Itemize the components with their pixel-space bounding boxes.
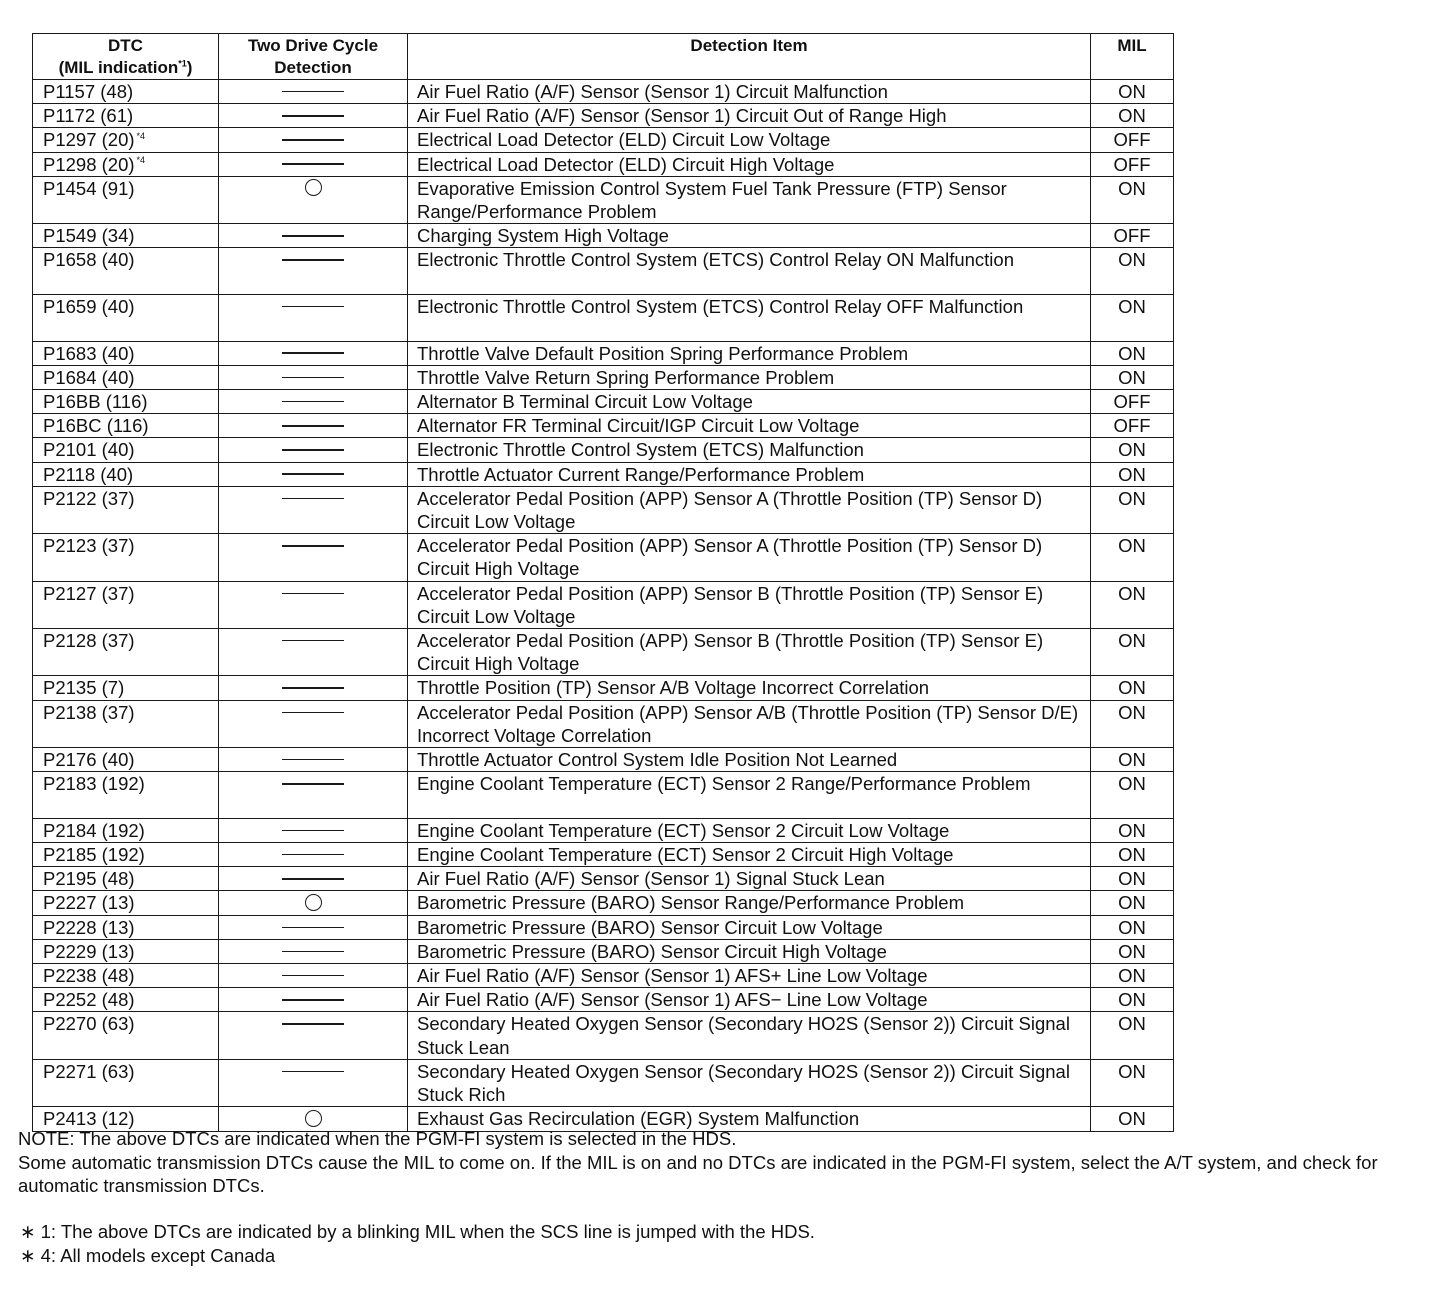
header-two-drive-line1: Two Drive Cycle (247, 36, 379, 55)
dtc-footnote-mark: *4 (136, 131, 146, 142)
detection-item: Air Fuel Ratio (A/F) Sensor (Sensor 1) AFS+ Line Low Voltage (408, 964, 1091, 988)
header-dtc-mil-label: (MIL indication (58, 58, 179, 77)
mil-status: ON (1091, 462, 1174, 486)
detection-item: Throttle Actuator Control System Idle Position Not Learned (408, 748, 1091, 772)
table-row (33, 365, 1174, 389)
detection-item: Accelerator Pedal Position (APP) Sensor A (Throttle Position (TP) Sensor D) Circuit High Voltage (408, 534, 1091, 581)
dash-icon (282, 425, 344, 427)
mil-status: ON (1091, 939, 1174, 963)
footnote-1: ∗ 1: The above DTCs are indicated by a blinking MIL when the SCS line is jumped with the HDS. (20, 1221, 815, 1242)
dtc-code (33, 104, 219, 128)
two-drive-cycle-cell (219, 748, 408, 772)
dash-icon (282, 91, 344, 93)
detection-item: Air Fuel Ratio (A/F) Sensor (Sensor 1) AFS− Line Low Voltage (408, 988, 1091, 1012)
table-row (33, 414, 1174, 438)
dtc-code-text: P2128 (37) (43, 630, 135, 652)
table-row (33, 462, 1174, 486)
table-row (33, 988, 1174, 1012)
detection-item: Throttle Actuator Current Range/Performance Problem (408, 462, 1091, 486)
two-drive-cycle-cell (219, 414, 408, 438)
table-header-row (33, 34, 1174, 80)
dash-icon (282, 999, 344, 1001)
dtc-code-text: P2271 (63) (43, 1060, 135, 1082)
two-drive-cycle-cell (219, 867, 408, 891)
detection-item: Barometric Pressure (BARO) Sensor Circuit Low Voltage (408, 915, 1091, 939)
mil-status: ON (1091, 843, 1174, 867)
two-drive-cycle-cell (219, 341, 408, 365)
note-line-1: NOTE: The above DTCs are indicated when the PGM-FI system is selected in the HDS. (18, 1128, 737, 1149)
dtc-code (33, 748, 219, 772)
dash-icon (282, 975, 344, 977)
two-drive-cycle-cell (219, 818, 408, 842)
dash-icon (282, 473, 344, 475)
two-drive-cycle-cell (219, 486, 408, 533)
dtc-code-text: P2195 (48) (43, 868, 135, 890)
table-row (33, 700, 1174, 747)
dtc-code-text: P1549 (34) (43, 225, 135, 247)
dash-icon (282, 235, 344, 237)
mil-status: ON (1091, 891, 1174, 915)
mil-status: ON (1091, 486, 1174, 533)
table-row (33, 486, 1174, 533)
two-drive-cycle-cell (219, 152, 408, 176)
mil-status: ON (1091, 534, 1174, 581)
detection-item: Alternator FR Terminal Circuit/IGP Circuit Low Voltage (408, 414, 1091, 438)
mil-status: ON (1091, 700, 1174, 747)
table-row (33, 341, 1174, 365)
dtc-code (33, 224, 219, 248)
dash-icon (282, 352, 344, 354)
detection-item: Accelerator Pedal Position (APP) Sensor B (Throttle Position (TP) Sensor E) Circuit High Voltage (408, 629, 1091, 676)
mil-status: ON (1091, 915, 1174, 939)
mil-status: ON (1091, 1107, 1174, 1131)
dtc-code (33, 988, 219, 1012)
dash-icon (282, 783, 344, 785)
dtc-code (33, 581, 219, 628)
table-row (33, 581, 1174, 628)
dash-icon (282, 712, 344, 714)
two-drive-cycle-cell (219, 964, 408, 988)
dash-icon (282, 259, 344, 261)
two-drive-cycle-cell (219, 988, 408, 1012)
dash-icon (282, 759, 344, 761)
two-drive-cycle-cell (219, 104, 408, 128)
mil-status: ON (1091, 365, 1174, 389)
header-two-drive-cycle (219, 34, 408, 80)
table-row (33, 104, 1174, 128)
detection-item: Barometric Pressure (BARO) Sensor Circuit High Voltage (408, 939, 1091, 963)
table-row (33, 891, 1174, 915)
dtc-code (33, 964, 219, 988)
table-row (33, 915, 1174, 939)
dtc-code-text: P1659 (40) (43, 296, 135, 318)
dash-icon (282, 830, 344, 832)
two-drive-cycle-cell (219, 891, 408, 915)
two-drive-cycle-cell (219, 80, 408, 104)
two-drive-cycle-cell (219, 772, 408, 819)
two-drive-cycle-cell (219, 915, 408, 939)
detection-item: Charging System High Voltage (408, 224, 1091, 248)
dtc-code-text: P2122 (37) (43, 487, 135, 509)
dtc-code-text: P2227 (13) (43, 892, 135, 914)
dtc-code-text: P1658 (40) (43, 249, 135, 271)
mil-status: ON (1091, 988, 1174, 1012)
dtc-code (33, 295, 219, 342)
dash-icon (282, 1023, 344, 1025)
header-dtc-footnote: *1 (178, 58, 187, 69)
table-row (33, 390, 1174, 414)
table-row (33, 1012, 1174, 1059)
dtc-code-text: P16BC (116) (43, 415, 149, 437)
table-row (33, 676, 1174, 700)
detection-item: Exhaust Gas Recirculation (EGR) System Malfunction (408, 1107, 1091, 1131)
detection-item: Accelerator Pedal Position (APP) Sensor A (Throttle Position (TP) Sensor D) Circuit Low Voltage (408, 486, 1091, 533)
two-drive-cycle-cell (219, 1012, 408, 1059)
dtc-code-text: P1684 (40) (43, 366, 135, 388)
header-dtc (33, 34, 219, 80)
mil-status: OFF (1091, 128, 1174, 152)
detection-item: Alternator B Terminal Circuit Low Voltage (408, 390, 1091, 414)
mil-status: OFF (1091, 152, 1174, 176)
mil-status: OFF (1091, 224, 1174, 248)
table-row (33, 772, 1174, 819)
dtc-code (33, 676, 219, 700)
mil-status: ON (1091, 295, 1174, 342)
dtc-code (33, 818, 219, 842)
two-drive-cycle-cell (219, 365, 408, 389)
dtc-footnote-mark: *4 (136, 155, 146, 166)
two-drive-cycle-cell (219, 534, 408, 581)
dtc-code-text: P1298 (20) (43, 153, 135, 175)
dtc-table-body (33, 80, 1174, 1132)
dtc-code (33, 867, 219, 891)
dtc-code (33, 534, 219, 581)
dtc-code-text: P2183 (192) (43, 773, 145, 795)
two-drive-cycle-cell (219, 939, 408, 963)
table-row (33, 224, 1174, 248)
detection-item: Barometric Pressure (BARO) Sensor Range/Performance Problem (408, 891, 1091, 915)
mil-status: ON (1091, 676, 1174, 700)
dtc-code (33, 438, 219, 462)
table-row (33, 128, 1174, 152)
dtc-code (33, 843, 219, 867)
header-dtc-label: DTC (108, 36, 143, 55)
table-row (33, 939, 1174, 963)
header-detection-item: Detection Item (408, 34, 1091, 80)
table-row (33, 867, 1174, 891)
two-drive-cycle-cell (219, 1059, 408, 1106)
dtc-code (33, 915, 219, 939)
dtc-code (33, 176, 219, 223)
table-row (33, 843, 1174, 867)
mil-status: ON (1091, 341, 1174, 365)
dtc-code (33, 486, 219, 533)
dtc-code (33, 891, 219, 915)
detection-item: Electronic Throttle Control System (ETCS) Control Relay ON Malfunction (408, 248, 1091, 295)
dtc-code-text: P1297 (20) (43, 129, 135, 151)
detection-item: Throttle Position (TP) Sensor A/B Voltage Incorrect Correlation (408, 676, 1091, 700)
dtc-code-text: P2252 (48) (43, 989, 135, 1011)
detection-item: Electronic Throttle Control System (ETCS) Control Relay OFF Malfunction (408, 295, 1091, 342)
table-row (33, 748, 1174, 772)
circle-icon (305, 894, 322, 911)
mil-status: ON (1091, 867, 1174, 891)
header-two-drive-line2: Detection (274, 58, 352, 77)
dtc-code-text: P2118 (40) (43, 463, 134, 485)
two-drive-cycle-cell (219, 700, 408, 747)
detection-item: Engine Coolant Temperature (ECT) Sensor 2 Circuit High Voltage (408, 843, 1091, 867)
dtc-code (33, 341, 219, 365)
dtc-code (33, 414, 219, 438)
dtc-code-text: P2229 (13) (43, 940, 135, 962)
mil-status: ON (1091, 1012, 1174, 1059)
detection-item: Throttle Valve Return Spring Performance Problem (408, 365, 1091, 389)
table-row (33, 248, 1174, 295)
table-row (33, 80, 1174, 104)
dash-icon (282, 449, 344, 451)
dash-icon (282, 306, 344, 308)
dtc-code-text: P1157 (48) (43, 81, 134, 102)
dtc-code (33, 462, 219, 486)
header-mil: MIL (1091, 34, 1174, 80)
note-line-2: Some automatic transmission DTCs cause the MIL to come on. If the MIL is on and no DTCs are indicated in the PGM-FI system, select the A/T system, and check for automatic transmission DTCs. (18, 1151, 1378, 1196)
dtc-code-text: P1683 (40) (43, 342, 135, 364)
mil-status: ON (1091, 80, 1174, 104)
footnote-4: ∗ 4: All models except Canada (20, 1244, 276, 1266)
table-row (33, 152, 1174, 176)
notes (18, 1127, 1418, 1198)
detection-item: Air Fuel Ratio (A/F) Sensor (Sensor 1) Circuit Out of Range High (408, 104, 1091, 128)
mil-status: OFF (1091, 390, 1174, 414)
dash-icon (282, 498, 344, 500)
two-drive-cycle-cell (219, 390, 408, 414)
detection-item: Air Fuel Ratio (A/F) Sensor (Sensor 1) Signal Stuck Lean (408, 867, 1091, 891)
dtc-code (33, 700, 219, 747)
dtc-code-text: P1454 (91) (43, 177, 135, 199)
dash-icon (282, 593, 344, 595)
detection-item: Evaporative Emission Control System Fuel Tank Pressure (FTP) Sensor Range/Performance Problem (408, 176, 1091, 223)
detection-item: Accelerator Pedal Position (APP) Sensor B (Throttle Position (TP) Sensor E) Circuit Low Voltage (408, 581, 1091, 628)
mil-status: ON (1091, 629, 1174, 676)
dtc-code-text: P2123 (37) (43, 535, 135, 557)
mil-status: ON (1091, 581, 1174, 628)
two-drive-cycle-cell (219, 248, 408, 295)
table-row (33, 438, 1174, 462)
dash-icon (282, 687, 344, 689)
dtc-table (32, 33, 1174, 1132)
mil-status: ON (1091, 964, 1174, 988)
dash-icon (282, 854, 344, 856)
two-drive-cycle-cell (219, 295, 408, 342)
detection-item: Engine Coolant Temperature (ECT) Sensor 2 Range/Performance Problem (408, 772, 1091, 819)
two-drive-cycle-cell (219, 438, 408, 462)
dash-icon (282, 640, 344, 642)
two-drive-cycle-cell (219, 843, 408, 867)
mil-status: ON (1091, 748, 1174, 772)
two-drive-cycle-cell (219, 629, 408, 676)
two-drive-cycle-cell (219, 676, 408, 700)
table-row (33, 176, 1174, 223)
detection-item: Electrical Load Detector (ELD) Circuit Low Voltage (408, 128, 1091, 152)
mil-status: ON (1091, 818, 1174, 842)
detection-item: Electronic Throttle Control System (ETCS) Malfunction (408, 438, 1091, 462)
dtc-code (33, 772, 219, 819)
circle-icon (305, 1110, 322, 1127)
dash-icon (282, 545, 344, 547)
dtc-code (33, 365, 219, 389)
mil-status: ON (1091, 1059, 1174, 1106)
detection-item: Secondary Heated Oxygen Sensor (Secondary HO2S (Sensor 2)) Circuit Signal Stuck Lean (408, 1012, 1091, 1059)
dash-icon (282, 163, 344, 165)
dtc-code-text: P2101 (40) (43, 439, 135, 461)
two-drive-cycle-cell (219, 176, 408, 223)
dtc-code-text: P1172 (61) (43, 105, 134, 127)
mil-status: ON (1091, 104, 1174, 128)
mil-status: ON (1091, 772, 1174, 819)
detection-item: Engine Coolant Temperature (ECT) Sensor 2 Circuit Low Voltage (408, 818, 1091, 842)
circle-icon (305, 179, 322, 196)
mil-status: OFF (1091, 414, 1174, 438)
dtc-code (33, 248, 219, 295)
detection-item: Secondary Heated Oxygen Sensor (Secondary HO2S (Sensor 2)) Circuit Signal Stuck Rich (408, 1059, 1091, 1106)
footnotes (20, 1220, 815, 1267)
dtc-code-text: P2413 (12) (43, 1108, 135, 1130)
mil-status: ON (1091, 438, 1174, 462)
dash-icon (282, 115, 344, 117)
table-row (33, 1059, 1174, 1106)
dash-icon (282, 927, 344, 929)
detection-item: Air Fuel Ratio (A/F) Sensor (Sensor 1) Circuit Malfunction (408, 80, 1091, 104)
header-dtc-close: ) (186, 58, 193, 77)
dtc-code (33, 939, 219, 963)
dtc-code-text: P2176 (40) (43, 749, 135, 771)
dtc-code (33, 152, 219, 176)
dtc-code-text: P2270 (63) (43, 1013, 135, 1035)
detection-item: Throttle Valve Default Position Spring Performance Problem (408, 341, 1091, 365)
dtc-code-text: P2184 (192) (43, 819, 145, 841)
dtc-code-text: P2228 (13) (43, 916, 135, 938)
dash-icon (282, 1071, 344, 1073)
dtc-code (33, 1012, 219, 1059)
dtc-code (33, 629, 219, 676)
detection-item: Accelerator Pedal Position (APP) Sensor A/B (Throttle Position (TP) Sensor D/E) Incorrect Voltage Correlation (408, 700, 1091, 747)
dtc-code (33, 390, 219, 414)
dtc-code-text: P2135 (7) (43, 677, 125, 699)
dash-icon (282, 878, 344, 880)
table-row (33, 295, 1174, 342)
mil-status: ON (1091, 248, 1174, 295)
dtc-code-text: P2185 (192) (43, 844, 145, 866)
dtc-code-text: P16BB (116) (43, 391, 148, 413)
dtc-code (33, 128, 219, 152)
table-row (33, 534, 1174, 581)
two-drive-cycle-cell (219, 581, 408, 628)
two-drive-cycle-cell (219, 462, 408, 486)
detection-item: Electrical Load Detector (ELD) Circuit High Voltage (408, 152, 1091, 176)
dash-icon (282, 139, 344, 141)
dtc-code-text: P2138 (37) (43, 701, 135, 723)
dash-icon (282, 401, 344, 403)
dtc-code-text: P2127 (37) (43, 582, 135, 604)
mil-status: ON (1091, 176, 1174, 223)
table-row (33, 964, 1174, 988)
dtc-code (33, 1059, 219, 1106)
dtc-code-text: P2238 (48) (43, 965, 135, 987)
dash-icon (282, 377, 344, 379)
two-drive-cycle-cell (219, 224, 408, 248)
table-row (33, 629, 1174, 676)
table-row (33, 818, 1174, 842)
dash-icon (282, 951, 344, 953)
two-drive-cycle-cell (219, 128, 408, 152)
dtc-code (33, 80, 219, 104)
